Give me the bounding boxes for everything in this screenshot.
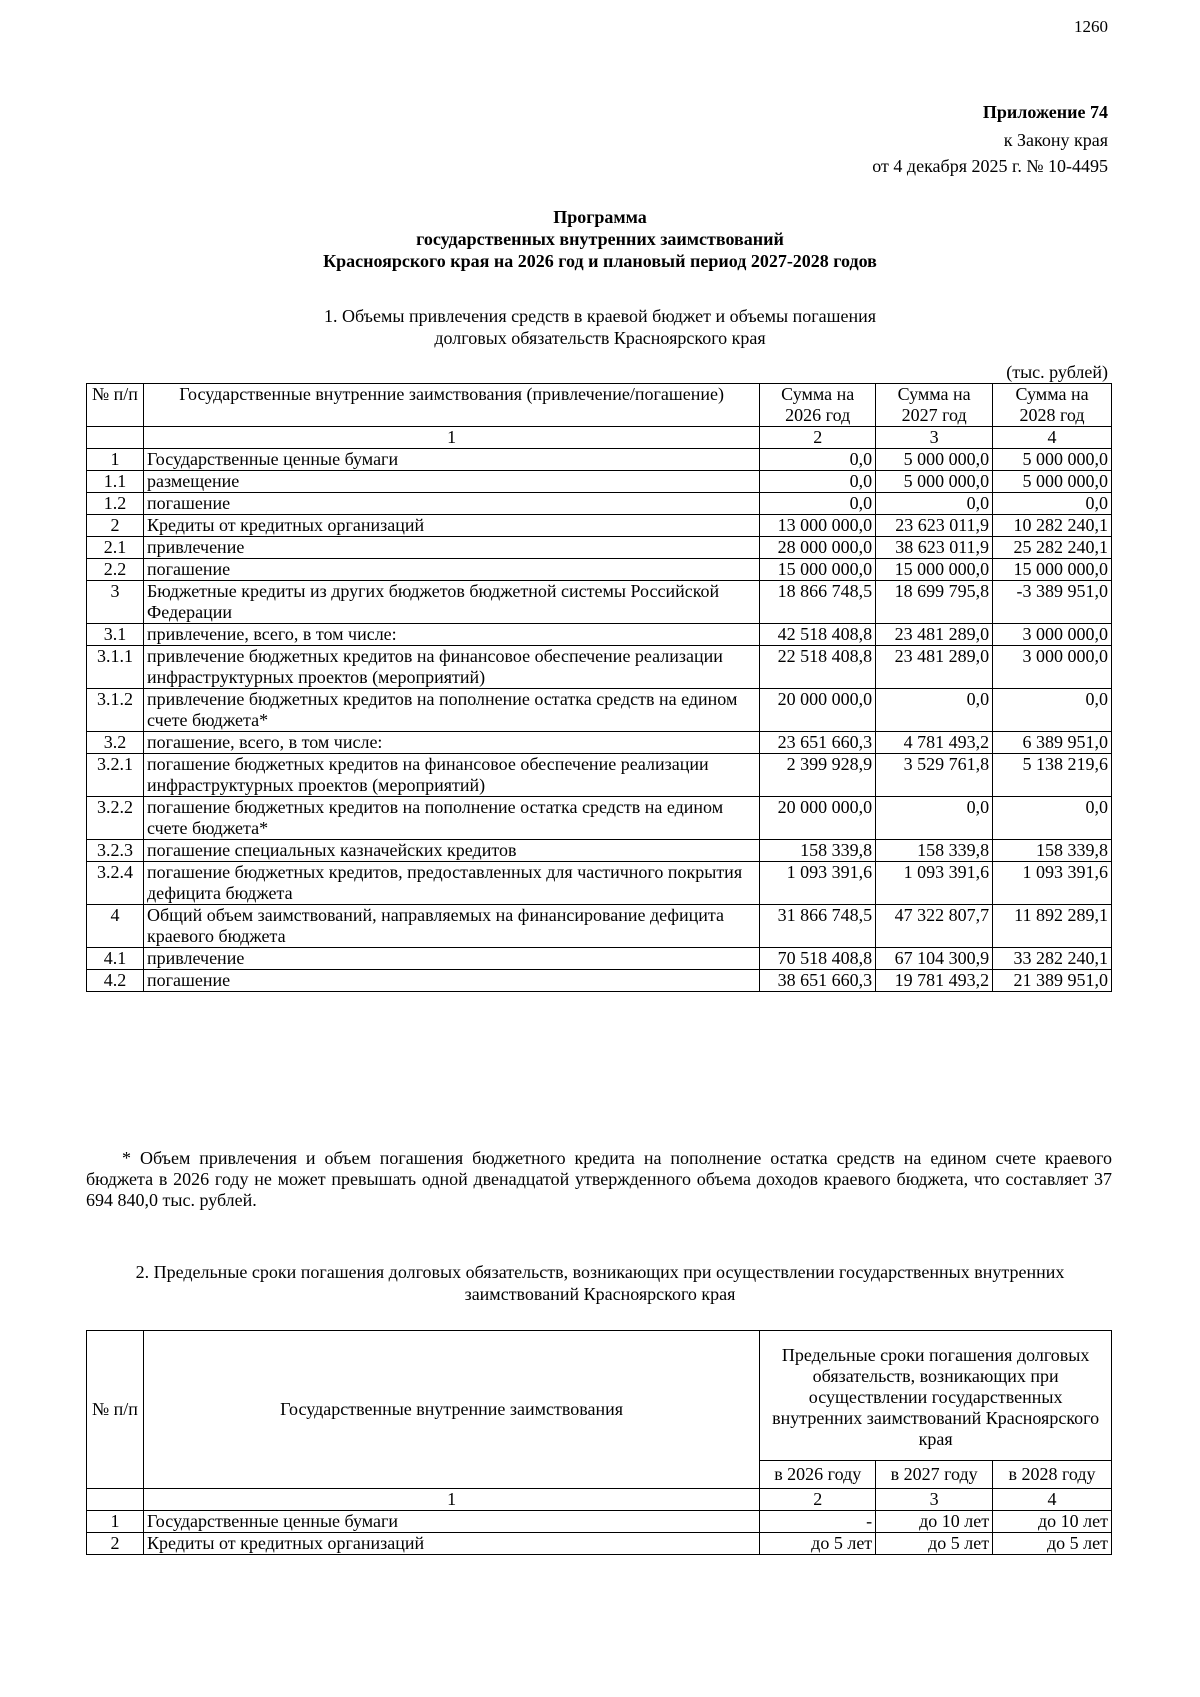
table-row xyxy=(87,948,1112,970)
row-2026: - xyxy=(760,1511,876,1533)
row-num: 3.1.2 xyxy=(87,689,144,732)
row-2027: 0,0 xyxy=(876,493,993,515)
doc-title-line3: Красноярского края на 2026 год и плановый период 2027-2028 годов xyxy=(323,251,877,271)
row-2028: 15 000 000,0 xyxy=(993,559,1112,581)
row-2026: 70 518 408,8 xyxy=(760,948,876,970)
row-name: погашение бюджетных кредитов на финансовое обеспечение реализации инфраструктурных проектов (мероприятий) xyxy=(143,754,759,797)
row-2027: 23 623 011,9 xyxy=(876,515,993,537)
row-name: привлечение, всего, в том числе: xyxy=(143,624,759,646)
row-2027: 0,0 xyxy=(876,689,993,732)
page-number: 1260 xyxy=(1074,17,1108,36)
header-2026: Сумма на 2026 год xyxy=(760,384,876,427)
row-name: погашение xyxy=(143,559,759,581)
row-2028: 158 339,8 xyxy=(993,840,1112,862)
colnum-1: 1 xyxy=(143,1489,759,1511)
row-num: 3.1 xyxy=(87,624,144,646)
row-name: Государственные ценные бумаги xyxy=(143,1511,759,1533)
row-2026: 18 866 748,5 xyxy=(760,581,876,624)
row-2027: 67 104 300,9 xyxy=(876,948,993,970)
doc-title-line1: Программа xyxy=(553,207,647,227)
repayment-terms-table xyxy=(86,1330,1112,1555)
row-num: 3.2 xyxy=(87,732,144,754)
header-2026: в 2026 году xyxy=(760,1461,876,1489)
table-row xyxy=(87,754,1112,797)
header-2028: в 2028 году xyxy=(993,1461,1112,1489)
row-2026: 0,0 xyxy=(760,471,876,493)
row-num: 4.2 xyxy=(87,970,144,992)
row-num: 2.1 xyxy=(87,537,144,559)
row-num: 4.1 xyxy=(87,948,144,970)
row-2028: 3 000 000,0 xyxy=(993,646,1112,689)
section1-heading-line1: 1. Объемы привлечения средств в краевой бюджет и объемы погашения xyxy=(323,306,877,326)
appendix-date: от 4 декабря 2025 г. № 10-4495 xyxy=(872,156,1108,176)
row-2026: 23 651 660,3 xyxy=(760,732,876,754)
row-num: 2.2 xyxy=(87,559,144,581)
row-2028: до 10 лет xyxy=(993,1511,1112,1533)
row-num: 1 xyxy=(87,1511,144,1533)
row-num: 2 xyxy=(87,515,144,537)
table-row xyxy=(87,905,1112,948)
row-num: 3 xyxy=(87,581,144,624)
row-2027: 23 481 289,0 xyxy=(876,646,993,689)
row-2027: 1 093 391,6 xyxy=(876,862,993,905)
row-2026: 15 000 000,0 xyxy=(760,559,876,581)
row-2028: 0,0 xyxy=(993,689,1112,732)
row-name: Кредиты от кредитных организаций xyxy=(143,515,759,537)
row-2028: 6 389 951,0 xyxy=(993,732,1112,754)
header-2027: в 2027 году xyxy=(876,1461,993,1489)
row-num: 3.1.1 xyxy=(87,646,144,689)
table-row xyxy=(87,624,1112,646)
row-name: погашение xyxy=(143,970,759,992)
row-2028: 0,0 xyxy=(993,493,1112,515)
colnum-4: 4 xyxy=(993,427,1112,449)
unit-label: (тыс. рублей) xyxy=(1006,362,1108,382)
row-num: 1.1 xyxy=(87,471,144,493)
row-num: 4 xyxy=(87,905,144,948)
colnum-4: 4 xyxy=(993,1489,1112,1511)
row-2026: 38 651 660,3 xyxy=(760,970,876,992)
row-2028: 25 282 240,1 xyxy=(993,537,1112,559)
row-2026: 0,0 xyxy=(760,449,876,471)
header-name: Государственные внутренние заимствования (привлечение/погашение) xyxy=(143,384,759,427)
table-row xyxy=(87,1533,1112,1555)
colnum-1: 1 xyxy=(143,427,759,449)
row-2026: 2 399 928,9 xyxy=(760,754,876,797)
row-2026: 20 000 000,0 xyxy=(760,689,876,732)
row-name: погашение, всего, в том числе: xyxy=(143,732,759,754)
row-name: Общий объем заимствований, направляемых на финансирование дефицита краевого бюджета xyxy=(143,905,759,948)
header-2028: Сумма на 2028 год xyxy=(993,384,1112,427)
row-2026: 1 093 391,6 xyxy=(760,862,876,905)
row-name: Кредиты от кредитных организаций xyxy=(143,1533,759,1555)
section2-heading-line1: 2. Предельные сроки погашения долговых обязательств, возникающих при осуществлении государственных внутренних xyxy=(135,1262,1065,1282)
row-2028: -3 389 951,0 xyxy=(993,581,1112,624)
table-row xyxy=(87,862,1112,905)
row-2027: 47 322 807,7 xyxy=(876,905,993,948)
row-name: размещение xyxy=(143,471,759,493)
row-2027: 3 529 761,8 xyxy=(876,754,993,797)
colnum-empty xyxy=(87,1489,144,1511)
table-row xyxy=(87,515,1112,537)
row-2027: 5 000 000,0 xyxy=(876,449,993,471)
table-row xyxy=(87,537,1112,559)
row-2028: 10 282 240,1 xyxy=(993,515,1112,537)
row-2027: 19 781 493,2 xyxy=(876,970,993,992)
table-row xyxy=(87,471,1112,493)
row-2027: 23 481 289,0 xyxy=(876,624,993,646)
row-2026: 28 000 000,0 xyxy=(760,537,876,559)
header-name: Государственные внутренние заимствования xyxy=(143,1331,759,1489)
appendix-title: Приложение 74 xyxy=(982,102,1108,122)
row-num: 1 xyxy=(87,449,144,471)
row-name: погашение специальных казначейских кредитов xyxy=(143,840,759,862)
table-row xyxy=(87,689,1112,732)
section1-heading-line2: долговых обязательств Красноярского края xyxy=(434,328,766,348)
table-row xyxy=(87,970,1112,992)
row-2027: до 10 лет xyxy=(876,1511,993,1533)
footnote: * Объем привлечения и объем погашения бюджетного кредита на пополнение остатка средств на едином счете краевого бюджета в 2026 году не может превышать одной двенадцатой утвержденного объема доходов краевого бюджета, что составляет 37 694 840,0 тыс. рублей. xyxy=(86,1148,1112,1210)
row-2028: 1 093 391,6 xyxy=(993,862,1112,905)
row-2027: 0,0 xyxy=(876,797,993,840)
row-2028: 33 282 240,1 xyxy=(993,948,1112,970)
row-num: 1.2 xyxy=(87,493,144,515)
table-row xyxy=(87,559,1112,581)
row-num: 3.2.4 xyxy=(87,862,144,905)
row-name: привлечение бюджетных кредитов на пополнение остатка средств на едином счете бюджета* xyxy=(143,689,759,732)
row-name: привлечение xyxy=(143,537,759,559)
header-num: № п/п xyxy=(87,384,144,427)
row-2028: 5 138 219,6 xyxy=(993,754,1112,797)
borrowing-volumes-table xyxy=(86,383,1112,992)
row-name: привлечение xyxy=(143,948,759,970)
row-2026: 31 866 748,5 xyxy=(760,905,876,948)
doc-title-line2: государственных внутренних заимствований xyxy=(416,229,784,249)
row-2027: 38 623 011,9 xyxy=(876,537,993,559)
appendix-law: к Закону края xyxy=(1003,130,1108,150)
row-name: Бюджетные кредиты из других бюджетов бюджетной системы Российской Федерации xyxy=(143,581,759,624)
row-name: погашение xyxy=(143,493,759,515)
row-name: погашение бюджетных кредитов, предоставленных для частичного покрытия дефицита бюджета xyxy=(143,862,759,905)
row-name: привлечение бюджетных кредитов на финансовое обеспечение реализации инфраструктурных проектов (мероприятий) xyxy=(143,646,759,689)
table-row xyxy=(87,732,1112,754)
row-2028: 11 892 289,1 xyxy=(993,905,1112,948)
table-row xyxy=(87,797,1112,840)
row-num: 3.2.2 xyxy=(87,797,144,840)
row-2026: 42 518 408,8 xyxy=(760,624,876,646)
colnum-2: 2 xyxy=(760,1489,876,1511)
row-2026: 13 000 000,0 xyxy=(760,515,876,537)
table-row xyxy=(87,646,1112,689)
header-num: № п/п xyxy=(87,1331,144,1489)
row-2026: 158 339,8 xyxy=(760,840,876,862)
row-2026: 0,0 xyxy=(760,493,876,515)
row-2027: 158 339,8 xyxy=(876,840,993,862)
row-2027: 18 699 795,8 xyxy=(876,581,993,624)
colnum-empty xyxy=(87,427,144,449)
table-row xyxy=(87,581,1112,624)
row-2027: 15 000 000,0 xyxy=(876,559,993,581)
colnum-3: 3 xyxy=(876,1489,993,1511)
header-2027: Сумма на 2027 год xyxy=(876,384,993,427)
row-num: 3.2.3 xyxy=(87,840,144,862)
table-row xyxy=(87,840,1112,862)
row-2028: 5 000 000,0 xyxy=(993,449,1112,471)
row-2028: 21 389 951,0 xyxy=(993,970,1112,992)
row-name: погашение бюджетных кредитов на пополнение остатка средств на едином счете бюджета* xyxy=(143,797,759,840)
header-terms: Предельные сроки погашения долговых обязательств, возникающих при осуществлении государственных внутренних заимствований Красноярского края xyxy=(760,1331,1112,1461)
row-2027: 5 000 000,0 xyxy=(876,471,993,493)
row-num: 3.2.1 xyxy=(87,754,144,797)
row-2027: 4 781 493,2 xyxy=(876,732,993,754)
row-2028: 5 000 000,0 xyxy=(993,471,1112,493)
table-row xyxy=(87,493,1112,515)
row-2028: до 5 лет xyxy=(993,1533,1112,1555)
row-2026: 22 518 408,8 xyxy=(760,646,876,689)
row-2027: до 5 лет xyxy=(876,1533,993,1555)
row-2026: 20 000 000,0 xyxy=(760,797,876,840)
row-2026: до 5 лет xyxy=(760,1533,876,1555)
colnum-3: 3 xyxy=(876,427,993,449)
table-row xyxy=(87,1511,1112,1533)
row-2028: 0,0 xyxy=(993,797,1112,840)
row-num: 2 xyxy=(87,1533,144,1555)
colnum-2: 2 xyxy=(760,427,876,449)
row-2028: 3 000 000,0 xyxy=(993,624,1112,646)
table-row xyxy=(87,449,1112,471)
row-name: Государственные ценные бумаги xyxy=(143,449,759,471)
section2-heading-line2: заимствований Красноярского края xyxy=(464,1284,736,1304)
